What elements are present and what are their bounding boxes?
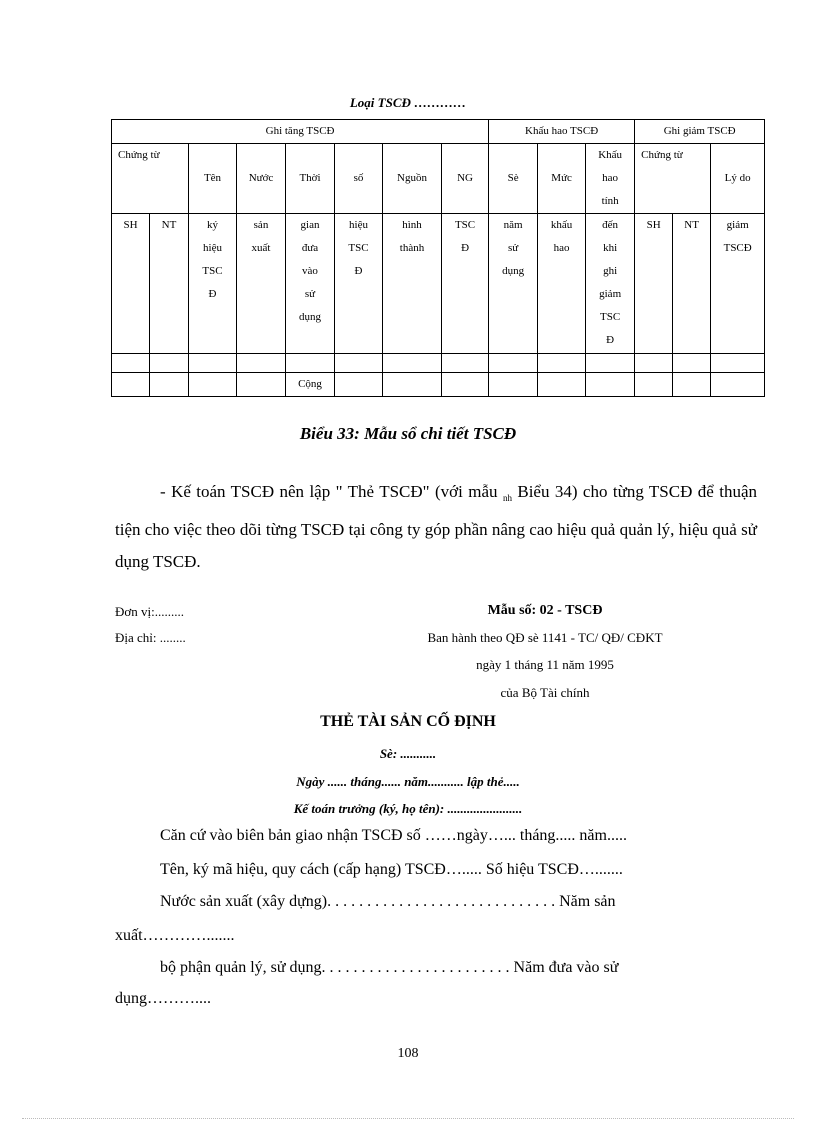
header-nt: NT [150,214,189,354]
line-basis: Căn cứ vào biên bản giao nhận TSCĐ số ……ngày…... tháng..... năm..... [160,827,627,844]
table-caption: Loại TSCĐ ………… [349,95,467,110]
header-time: Thời [286,144,335,214]
header-accumulated: Khấu hao tính [586,144,635,214]
card-date: Ngày ...... tháng...... năm........... lập thẻ..... [296,774,520,789]
address-field: Địa chỉ: ........ [115,630,186,645]
intro-text-a: - Kế toán TSCĐ nên lập " Thẻ TSCĐ" (với mẫu [160,482,503,501]
header-country-cont: sản xuất [237,214,286,354]
footer-divider [22,1118,794,1119]
card-number: Sè: ........... [379,746,437,761]
header-time-cont: gian đưa vào sử dụng [286,214,335,354]
line-department: bộ phận quản lý, sử dụng. . . . . . . . . . . . . . . . . . . . . . . . Năm đưa vào sử [160,959,619,976]
header-source-cont: hình thành [383,214,442,354]
form-number: Mẫu số: 02 - TSCĐ [487,603,603,618]
intro-text-b: Biểu 34) cho từng TSCĐ để thuận tiện cho việc theo dõi từng TSCĐ tại công ty góp phần nâng cao hiệu quả quản lý, hiệu quả sử dụng TSCĐ. [115,482,757,571]
header-voucher-decrease: Chứng từ [635,144,711,214]
header-years-cont: năm sử dụng [489,214,538,354]
header-number: số [335,144,383,214]
header-reason-cont: giảm TSCĐ [711,214,765,354]
issued-by: Ban hành theo QĐ sè 1141 - TC/ QĐ/ CĐKT [427,630,663,645]
header-rate: Mức [538,144,586,214]
line-country: Nước sản xuất (xây dựng). . . . . . . . . . . . . . . . . . . . . . . . . . . . . Năm sản [160,893,616,910]
header-sh: SH [112,214,150,354]
header-name: Tên [189,144,237,214]
figure-caption-bieu33: Biểu 33: Mẫu sổ chi tiết TSCĐ [299,424,517,443]
header-nt-decrease: NT [673,214,711,354]
table-row [112,354,765,373]
header-years: Sè [489,144,538,214]
card-title: THẺ TÀI SẢN CỐ ĐỊNH [320,713,496,730]
page-number: 108 [397,1046,419,1061]
header-number-cont: hiệu TSC Đ [335,214,383,354]
header-country: Nước [237,144,286,214]
header-source: Nguồn [383,144,442,214]
total-label: Cộng [286,373,335,397]
fixed-asset-ledger-table [111,119,765,397]
header-voucher: Chứng từ [112,144,189,214]
header-ng: NG [442,144,489,214]
total-row [112,373,765,397]
unit-field: Đơn vị:......... [115,604,184,619]
chief-accountant: Kế toán trưởng (ký, họ tên): ....................... [293,801,523,816]
intro-subscript: nh [502,493,512,503]
line-name: Tên, ký mã hiệu, quy cách (cấp hạng) TSCĐ…..... Số hiệu TSCĐ…....... [160,861,623,878]
header-ng-cont: TSC Đ [442,214,489,354]
line-department-cont: dụng……….... [115,990,211,1007]
header-rate-cont: khấu hao [538,214,586,354]
header-depreciation: Khấu hao TSCĐ [489,120,635,144]
line-country-cont: xuất…………....... [115,927,235,944]
header-accumulated-cont: đến khi ghi giảm TSC Đ [586,214,635,354]
header-sh-decrease: SH [635,214,673,354]
header-reason: Lý do [711,144,765,214]
intro-paragraph [115,476,757,578]
header-name-cont: ký hiệu TSC Đ [189,214,237,354]
issue-date: ngày 1 tháng 11 năm 1995 [476,657,614,672]
ministry: của Bộ Tài chính [500,685,590,700]
header-decrease: Ghi giảm TSCĐ [635,120,765,144]
header-increase: Ghi tăng TSCĐ [112,120,489,144]
